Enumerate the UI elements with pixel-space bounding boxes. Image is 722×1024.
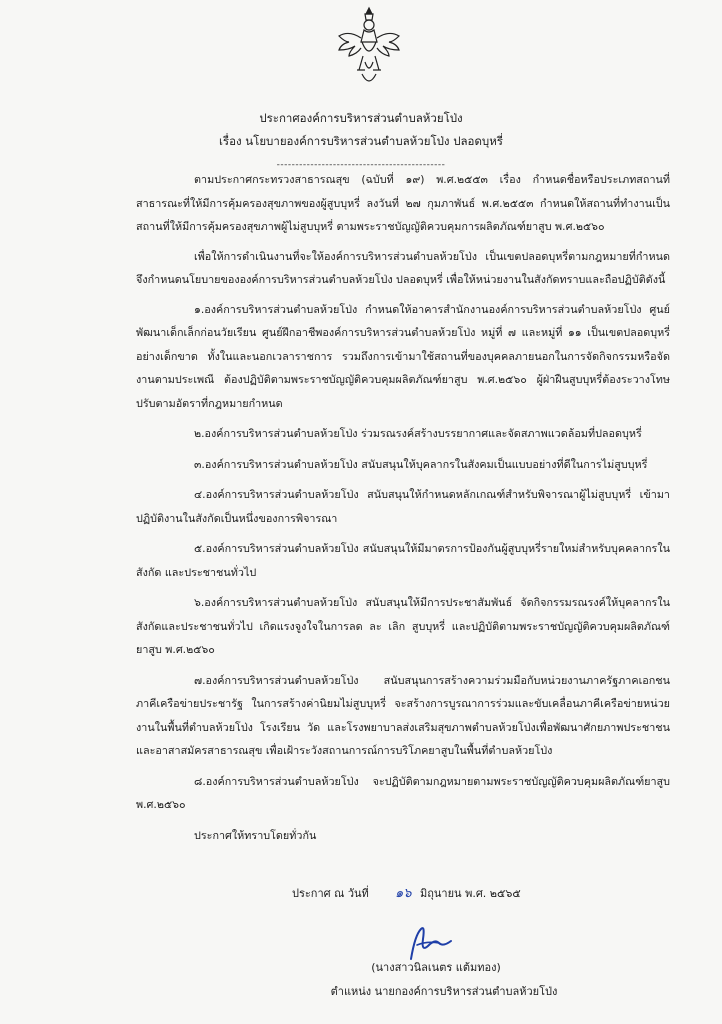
policy-item-8: ๘.องค์การบริหารส่วนตำบลห้วยโป่ง จะปฏิบัติตามกฎหมายตามพระราชบัญญัติควบคุมผลิตภัณฑ์ยาสูบ พ.ศ.๒๕๖๐ — [136, 774, 670, 811]
closing-statement: ประกาศให้ทราบโดยทั่วกัน — [194, 828, 317, 842]
announcement-subject: เรื่อง นโยบายองค์การบริหารส่วนตำบลห้วยโป่ง ปลอดบุหรี่ — [219, 134, 503, 148]
policy-item-6: ๖.องค์การบริหารส่วนตำบลห้วยโป่ง สนับสนุนให้มีการประชาสัมพันธ์ จัดกิจกรรมรณรงค์ให้บุคลากรในสังกัดและประชาชนทั่วไป เกิดแรงจูงใจในการลด ละ เลิก สูบบุหรี่ และปฏิบัติตามพระราชบัญญัติควบคุมผลิตภัณฑ์ยาสูบ พ.ศ.๒๕๖๐ — [136, 596, 670, 656]
policy-item-7: ๗.องค์การบริหารส่วนตำบลห้วยโป่ง สนับสนุนการสร้างความร่วมมือกับหน่วยงานภาครัฐภาคเอกชน ภาคีเครือข่ายประชารัฐ ในการสร้างค่านิยมไม่สูบบุหรี่ จะสร้างการบูรณาการร่วมและขับเคลื่อนภาคีเครือข่ายหน่วยงานในพื้นที่ตำบลห้วยโป่ง โรงเรียน วัด และโรงพยาบาลส่งเสริมสุขภาพตำบลห้วยโป่งเพื่อพัฒนาศักยภาพประชาชน และอาสาสมัครสาธารณสุข เพื่อเฝ้าระวังสถานการณ์การบริโภคยาสูบในพื้นที่ตำบลห้วยโป่ง — [136, 673, 670, 757]
policy-item-1: ๑.องค์การบริหารส่วนตำบลห้วยโป่ง กำหนดให้อาคารสำนักงานองค์การบริหารส่วนตำบลห้วยโป่ง ศูนย์พัฒนาเด็กเล็กก่อนวัยเรียน ศูนย์ฝึกอาชีพองค์การบริหารส่วนตำบลห้วยโป่ง หมู่ที่ ๗ และหมู่ที่ ๑๑ เป็นเขตปลอดบุหรี่อย่างเด็กขาด ทั้งในและนอกเวลาราชการ รวมถึงการเข้ามาใช้สถานที่ของบุคคลภายนอกในการจัดกิจกรรมหรือจัดงานตามประเพณี ต้องปฏิบัติตามพระราชบัญญัติควบคุมผลิตภัณฑ์ยาสูบ พ.ศ.๒๕๖๐ ผู้ฝ่าฝืนสูบบุหรี่ต้องระวางโทษปรับตามอัตราที่กฎหมายกำหนด — [136, 302, 670, 410]
separator-line: --------------------------------------------- — [276, 160, 446, 170]
policy-item-3: ๓.องค์การบริหารส่วนตำบลห้วยโป่ง สนับสนุนให้บุคลากรในสังคมเป็นแบบอย่างที่ดีในการไม่สูบบุหรี่ — [194, 457, 648, 471]
garuda-emblem-icon — [335, 4, 403, 92]
announcement-body — [136, 168, 670, 853]
announcement-title: ประกาศองค์การบริหารส่วนตำบลห้วยโป่ง — [259, 111, 463, 125]
policy-item-2: ๒.องค์การบริหารส่วนตำบลห้วยโป่ง ร่วมรณรงค์สร้างบรรยากาศและจัดสภาพแวดล้อมที่ปลอดบุหรี่ — [194, 427, 642, 440]
purpose-paragraph: เพื่อให้การดำเนินงานที่จะให้องค์การบริหารส่วนตำบลห้วยโป่ง เป็นเขตปลอดบุหรี่ตามกฎหมายที่กำหนด จึงกำหนดนโยบายขององค์การบริหารส่วนตำบลห้วยโป่ง ปลอดบุหรี่ เพื่อให้หน่วยงานในสังกัดทราบและถือปฏิบัติดังนี้ — [136, 249, 670, 286]
policy-item-4: ๔.องค์การบริหารส่วนตำบลห้วยโป่ง สนับสนุนให้กำหนดหลักเกณฑ์สำหรับพิจารณาผู้ไม่สูบบุหรี่ เข้ามาปฏิบัติงานในสังกัดเป็นหนึ่งของการพิจารณา — [136, 488, 670, 525]
intro-paragraph: ตามประกาศกระทรวงสาธารณสุข (ฉบับที่ ๑๙) พ.ศ.๒๕๕๓ เรื่อง กำหนดชื่อหรือประเภทสถานที่สาธารณะที่ให้มีการคุ้มครองสุขภาพของผู้สูบบุหรี่ ลงวันที่ ๒๗ กุมภาพันธ์ พ.ศ.๒๕๕๓ กำหนดให้สถานที่ทำงานเป็นสถานที่ให้มีการคุ้มครองสุขภาพผู้ไม่สูบบุหรี่ ตามพระราชบัญญัติควบคุมการผลิตภัณฑ์ยาสูบ พ.ศ.๒๕๖๐ — [136, 173, 670, 233]
announced-at-label: ประกาศ ณ วันที่ — [292, 887, 369, 900]
signatory-position: ตำแหน่ง นายกองค์การบริหารส่วนตำบลห้วยโป่ง — [330, 985, 558, 998]
policy-item-5: ๕.องค์การบริหารส่วนตำบลห้วยโป่ง สนับสนุนให้มีมาตรการป้องกันผู้สูบบุหรี่รายใหม่สำหรับบุคคลากรในสังกัด และประชาชนทั่วไป — [136, 542, 670, 579]
handwritten-day: ๑๖ — [395, 886, 412, 901]
month-year: มิถุนายน พ.ศ. ๒๕๖๕ — [420, 887, 521, 900]
signatory-name: (นางสาวนิลเนตร แต้มทอง) — [371, 961, 501, 974]
